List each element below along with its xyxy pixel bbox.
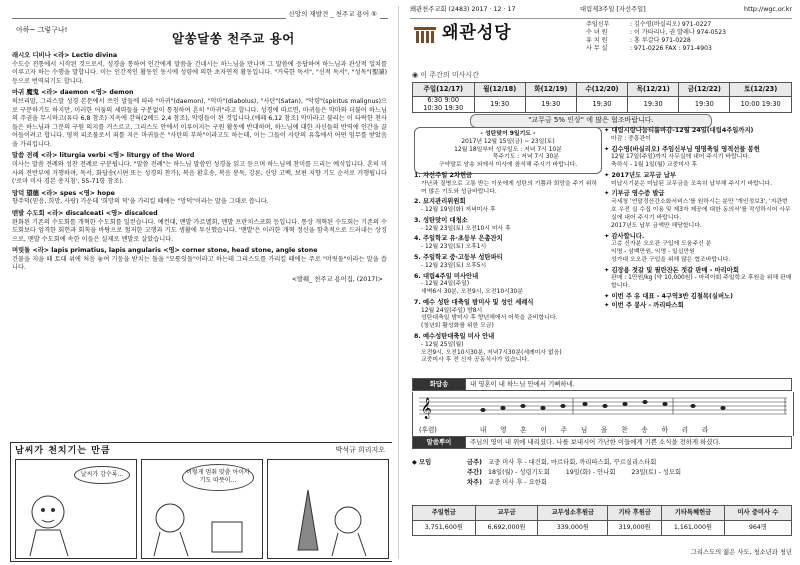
comic-panel-1: [15, 459, 137, 559]
advent-line: 2017년 12월 15일(금) ~ 23일(토): [461, 138, 555, 145]
svg-text:𝄞: 𝄞: [421, 398, 432, 419]
term-definition: 건물을 지을 때 토대 위에 처음 놓여 기둥을 받치는 돌을 "모퉁잇돌"이라고 하는데 그리스도를 가리킬 때에는 주로 "머릿돌"이라는 말을 씁니다.: [12, 255, 387, 272]
offering-value: 6,692,000원: [475, 521, 538, 536]
mass-schedule-title: ◉ 이 주간의 미사시간: [412, 71, 479, 79]
gospel-tag: 말씀뿌이: [413, 437, 466, 449]
liturgical-day: 대림제3주일 [자선주일]: [580, 6, 646, 13]
meeting-row: 주간) 18일(월) - 성령기도회 19일(화) - 안나회 23일(토) - 성모회: [466, 468, 682, 476]
meeting-row: 차주) 교중 미사 후 - 요한회: [466, 478, 547, 486]
mass-day: 수(12/20): [576, 83, 627, 97]
offering-table: [412, 505, 792, 536]
offering-header: 미사 중미사 수: [724, 506, 791, 521]
bulletin-header: [410, 4, 792, 19]
comic-strip: [10, 442, 392, 562]
notice-item: ✦ 이번 주 유 대표 - 4구역3반 김철목(실버노) ✦ 이번 주 봉사 - 까리따스회: [604, 293, 733, 309]
notice-item: ✦ 김장용 젓갈 및 필란잔돈 젓갈 판매 - 마리아회 판매 : 1만원/kg (약 10,000원) - 마리아회 주일학교 후원을 위해 판매합니다.: [604, 266, 792, 290]
mass-time: 10:00 19:30: [730, 97, 792, 113]
notice-item: 1. 자선주일 2차헌금 가난과 질병으로 고통 받는 이웃에게 성탄의 기쁨과 희망을 주기 위하여 많은 기도와 성금바랍니다.: [414, 172, 598, 195]
offering-header: 기타 후원금: [608, 506, 662, 521]
contact-info: [586, 21, 726, 53]
term-heading: 래시오 디비나 <라> Lectio divina: [12, 52, 118, 59]
website-link[interactable]: http://wgc.or.kr: [743, 6, 792, 13]
notice-item: ✦ 기부금 영수증 발급 국세청 '연말정산간소화서비스'를 원하시는 분만 '개인정보3', '지관번호 우전 실 수집 이용 및 제3자 제공에 대한 동의서'를 작성하시어 사무실에 내어 주시기 바랍니다. 2017년도 납부 금액만 해당합니다.: [604, 190, 791, 229]
notice-item: ✦ 감사합니다. 고층 신자분 오오관 구입에 도움주신 분 익명 - 삼백만원, 익명 - 일십만원 성가대 오오관 구입을 위해 많은 협조바랍니다.: [604, 232, 731, 263]
offering-header: 교무금: [475, 506, 538, 521]
advent-line: 12월 18일부터 성무일도 : 저녁 7시 10분: [454, 146, 562, 153]
notice-item: 8. 예수성탄대축일 미사 안내 - 12월 25일(월) 오전9시, 오전10시30분, 저녁7시30분(세례미사 없음) 교중미사 후 전 신자 공동식사가 있습니다.: [414, 333, 562, 364]
offering-header: 기타특혜헌금: [662, 506, 725, 521]
offering-value: 319,000원: [608, 521, 662, 536]
comic-panel-2: [141, 459, 263, 559]
contact-row: 유 치 원 : 홍 루갈다 971-0228: [586, 36, 691, 44]
page-title: 알쏭달쏭 천주교 용어: [172, 31, 295, 46]
responsorial-psalm: [412, 378, 792, 391]
contact-row: 주임신부 : 김수영(바실리오) 971-0227: [586, 21, 712, 28]
comic-author: 박석규 희리지오: [335, 446, 385, 454]
notice-item: 4. 주일학교 유·초등부 은총잔치 - 12월 23일(토) 오후1시: [414, 235, 503, 251]
term-definition: 수도승 전통에서 시작된 것으로서, 성경을 통하여 인간에게 말씀을 건네시는 하느님을 만나며 그 말씀에 응답하여 하느님과 관상적 일치를 이루고자 하는 수행을 말합니다. 이는 인간적인 활동인 동시에 성령에 의한 초자연적 활동입니다. "거룩한 독서", "신적 독서", "성독"(聖讀) 등으로 번역되기도 합니다.: [12, 60, 387, 85]
music-staff-icon: [413, 392, 793, 424]
footer-motto: 그리스도의 젊은 사도, 청소년과 청년: [690, 549, 792, 556]
mass-time: 19:30: [474, 97, 525, 113]
offering-value: 339,000원: [538, 521, 608, 536]
psalm-tag: 화답송: [413, 379, 466, 391]
meetings-section: [412, 458, 792, 487]
mass-schedule-table: [412, 82, 792, 113]
mass-day: 주일(12/17): [413, 83, 475, 97]
offering-value: 3,751,600원: [413, 521, 476, 536]
mass-day: 월(12/18): [474, 83, 525, 97]
term-heading: 머릿돌 <라> lapis primatius, lapis angularis <영> corner stone, head stone, angle stone: [12, 247, 318, 255]
notice-item: ✦ 김수영(바실리오) 주임신부님 영명축일 영적선물 봉헌 12월 17일(주일)까지 사무실에 내어 주시기 바랍니다. 축하식 - 1월 1일(월) 교중미사 후: [604, 145, 760, 169]
term-heading: 망덕 望德 <라> spes <영> hope: [12, 189, 115, 197]
term-definition: 히브리말, 그리스말 성경 본문에서 쓰인 말들에 따라 "마귀"(daemon), "악마"(diabolus), "사탄"(Satan), "악령"(spiritus malignus)으로 구분하기도 하지만, 이러한 어둠의 세력들을 구분없이 통칭하여 흔히 "마귀"라고 합니다. 성경에 따르면, 마귀들은 악마와 더불어 하느님의 주권을 무시하고(유다 6,8 참조) 지옥에 갇혀(2베드 2,4 참조), 악령들이 된 것입니다.(에페 6,12 참조) 악마라고 불리는 이 타락한 천사들은 하느님과 그분의 구원 의지를 거스르고, 그리스도 안에서 이루어지는 구원 활동에 반대하며, 하느님에 대한 자신들의 반역에 인간을 끌어들이려고 합니다. 영적 피조물로서 죄를 지은 마귀들은 "사탄의 부하"이라고도 하는데, 이는 그들이 사탄의 유혹에서 어떤 임무를 받았음을 가리킵니다.: [12, 98, 387, 148]
mass-day: 토(12/23): [730, 83, 792, 97]
citation: <발췌_ 천주교 용어집, (2017)>: [291, 275, 383, 283]
comic-title: 남씨가 천치기는 만큼: [15, 446, 111, 456]
mass-time: 19:30: [525, 97, 576, 113]
notice-item: ✦ 대림시랑나눔티룹마감-12월 24일(대림4주일까지) 마감 : 중흥관이: [604, 127, 754, 142]
notices-right: [604, 127, 792, 312]
mass-time: 6:30 9:00 10:30 19:30: [413, 97, 475, 113]
advent-line: 묵주기도 : 저녁 7시 30분: [457, 154, 559, 161]
mass-day: 화(12/19): [525, 83, 576, 97]
left-column: [0, 0, 392, 565]
advent-novena-box: [414, 127, 602, 174]
meeting-row: ◆ 모임 금주) 교중 미사 후 - 대건회, 마르타회, 까리따스회, 꾸르실리스타회: [412, 459, 657, 466]
mass-day: 금(12/22): [679, 83, 730, 97]
contact-row: 사 무 실 : 971-0226 FAX : 971-4903: [586, 44, 712, 52]
term-definition: 완화된 기존의 수도회를 개혁한 수도회를 일컫습니다. 예컨대, 맨발 가르멜회, 맨발 프란치스코회 등입니다. 통상 개혁된 수도회는 기존의 수도회보다 엄격한 회헌과 회칙을 바탕으로 철저한 고행과 기도 생활에 투신했습니다. '맨발'은 이러한 개혁 정신을 함축적으로 드러내는 상징으로, 맨발 수도회에 속한 이들은 실제로 맨발로 살았습니다.: [12, 218, 387, 243]
tagline: 아하~ 그렇구나!: [16, 26, 68, 34]
term-heading: 말씀 전례 <라> liturgia verbi <영> liturgy of the Word: [12, 152, 195, 160]
gospel-verse: [412, 436, 792, 449]
gospel-text: 주님의 영이 내 위에 내리셨다. 나를 보내시어 가난한 이들에게 기쁜 소식을 전하게 하셨다.: [466, 437, 792, 449]
notice-item: 7. 예수 성탄 대축일 밤미사 및 성인 세례식 12월 24일(주일) 밤8시 성탄대축일 밤미사 후 향년해에서 어묵을 준비합니다. (청년회 활성화를 위한 모금): [414, 298, 558, 330]
music-score: [412, 392, 794, 436]
mass-time: 19:30: [628, 97, 679, 113]
term-heading: 맨발 수도회 <라> discalceati <영> discalced: [12, 209, 158, 217]
term-definition: 향주덕(믿음, 희망, 사랑) 가운데 '희망의 덕'을 가리킬 때에는 "망덕"이라는 말을 그대로 씁니다.: [12, 198, 269, 206]
right-column: [406, 0, 800, 565]
offering-value: 1,161,000원: [662, 521, 725, 536]
notice-item: 2. 묘지관리위원회 - 12월 19일(화) 저녁미사 후: [414, 198, 496, 214]
comic-panel-3: [267, 459, 389, 559]
cartoon-figure-icon: [268, 460, 388, 558]
speech-bubble: 날씨가 감수록...: [74, 466, 130, 484]
tithe-slogan: "교무금 5% 인상" 에 많은 협조바랍니다.: [470, 114, 712, 128]
advent-title: - 성탄맞이 9일기도 -: [480, 131, 536, 137]
notice-item: 6. 대림4주일 미사안내 - 12월 24일(주일) 새벽6시 30분, 오전9시, 오전10시30분: [414, 272, 523, 296]
series-label: 신앙의 재발견 _ 천주교 용어 ⑤: [286, 10, 380, 19]
offering-header: 주일헌금: [413, 506, 476, 521]
notices-left: [414, 172, 598, 367]
mass-time: 19:30: [576, 97, 627, 113]
notice-item: 5. 주일학교 중·고등부 성탄파티 - 12월 23일(토) 오후5시: [414, 253, 503, 269]
contact-row: 수 녀 원 : 이 가타리나, 권 발레나 974-0523: [586, 28, 726, 36]
mass-day: 목(12/21): [628, 83, 679, 97]
speech-bubble: 이렇게 멈춰 맞춤 아이사기도 따뜻이...: [182, 464, 254, 491]
church-logo-icon: [414, 27, 436, 45]
notice-item: ✦ 2017년도 교무금 납부 미납시기분은 미납된 교무금을 조속히 납부해 주시기 바랍니다.: [604, 171, 773, 187]
parish-issue: 왜관천주교회 (2483) 2017 · 12 · 17: [410, 6, 516, 13]
column-divider: [398, 6, 399, 559]
term-definition: 미사는 말씀 전례와 성찬 전례로 구분됩니다. "말씀 전례"는 하느님 말씀인 성경을 읽고 듣으며 하느님께 찬미를 드리는 예식입니다. 흔히 미사의 전반부에 거행하며, 독서, 화답송(시편 또는 성경의 찬가), 복음 환호송, 복음 봉독, 강론, 신앙 고백, 보편 지향 기도 순서로 거행됩니다('로마 미사 경본 총지침', 55-71항 참조).: [12, 160, 387, 186]
refrain-label: (후렴): [419, 426, 437, 434]
psalm-text: 내 영혼이 내 하느님 안에서 기뻐하네.: [466, 379, 792, 391]
offering-value: 964명: [724, 521, 791, 536]
left-header: [12, 6, 388, 52]
notice-item: 3. 성탄맞이 대청소 - 12월 23일(토) 오전10시 미사 후: [414, 216, 511, 232]
terms-list: [12, 52, 387, 285]
term-heading: 마귀 魔鬼 <라> daemon <영> demon: [12, 89, 134, 97]
church-logo-text: 왜관성당: [442, 23, 512, 43]
offering-header: 교무성소후원금: [538, 506, 608, 521]
mass-time: 19:30: [679, 97, 730, 113]
refrain-lyrics: 내 영 혼 이 주 님 을 찬 송 하 리 라: [479, 426, 709, 434]
advent-line: 구약말로 암송 외에서 미사에 참석해 주시기 바랍니다.: [438, 162, 578, 169]
